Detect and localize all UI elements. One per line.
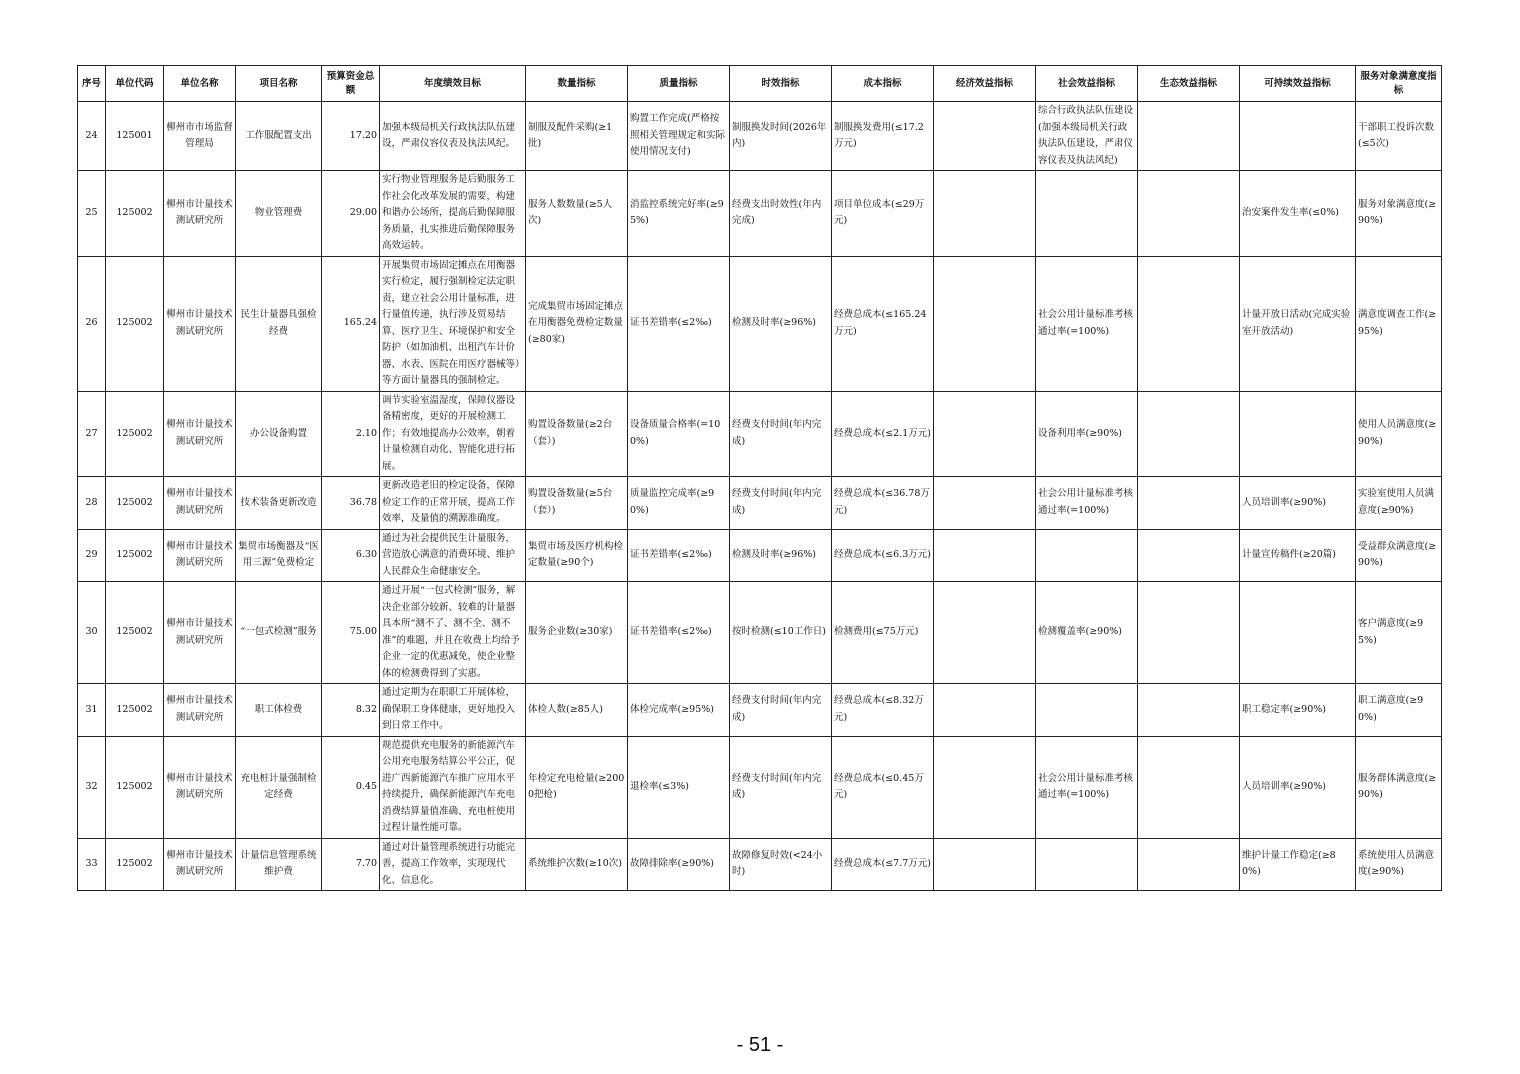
table-row bbox=[78, 529, 1442, 582]
annual-goal-cell: 规范提供充电服务的新能源汽车公用充电服务结算公平公正，促进广西新能源汽车推广应用水平持续提升，确保新能源汽车充电消费结算量值准确、充电桩使用过程计量性能可靠。 bbox=[380, 736, 526, 838]
cost-indicator-cell: 经费总成本(≤7.7万元) bbox=[832, 838, 934, 891]
project-name-cell: 技术装备更新改造 bbox=[236, 477, 322, 530]
project-name-cell: 工作服配置支出 bbox=[236, 102, 322, 171]
sustainable-benefit-cell: 职工稳定率(≥90%) bbox=[1240, 684, 1356, 737]
social-benefit-cell: 检测覆盖率(≥90%) bbox=[1036, 582, 1138, 684]
column-header: 预算资金总额 bbox=[322, 66, 380, 102]
unit-name-cell: 柳州市市场监督管理局 bbox=[164, 102, 236, 171]
satisfaction-indicator-cell: 实验室使用人员满意度(≥90%) bbox=[1356, 477, 1442, 530]
unit-name-cell: 柳州市计量技术测试研究所 bbox=[164, 736, 236, 838]
satisfaction-indicator-cell: 干部职工投诉次数(≤5次) bbox=[1356, 102, 1442, 171]
sustainable-benefit-cell: 计量开放日活动(完成实验室开放活动) bbox=[1240, 256, 1356, 391]
column-header: 单位名称 bbox=[164, 66, 236, 102]
quantity-indicator-cell: 年检定充电枪量(≥2000把枪) bbox=[526, 736, 628, 838]
satisfaction-indicator-cell: 系统使用人员满意度(≥90%) bbox=[1356, 838, 1442, 891]
budget-amount-cell: 36.78 bbox=[322, 477, 380, 530]
column-header: 生态效益指标 bbox=[1138, 66, 1240, 102]
ecological-benefit-cell bbox=[1138, 529, 1240, 582]
row-number-cell: 27 bbox=[78, 391, 106, 477]
ecological-benefit-cell bbox=[1138, 102, 1240, 171]
column-header: 项目名称 bbox=[236, 66, 322, 102]
satisfaction-indicator-cell: 客户满意度(≥95%) bbox=[1356, 582, 1442, 684]
table-row bbox=[78, 102, 1442, 171]
sustainable-benefit-cell: 治安案件发生率(≤0%) bbox=[1240, 171, 1356, 257]
timeliness-indicator-cell: 经费支付时间(年内完成) bbox=[730, 736, 832, 838]
budget-amount-cell: 8.32 bbox=[322, 684, 380, 737]
economic-benefit-cell bbox=[934, 391, 1036, 477]
quantity-indicator-cell: 完成集贸市场固定摊点在用衡器免费检定数量(≥80家) bbox=[526, 256, 628, 391]
timeliness-indicator-cell: 经费支付时间(年内完成) bbox=[730, 391, 832, 477]
ecological-benefit-cell bbox=[1138, 477, 1240, 530]
quantity-indicator-cell: 制服及配件采购(≥1批) bbox=[526, 102, 628, 171]
annual-goal-cell: 实行物业管理服务是后勤服务工作社会化改革发展的需要，构建和谐办公场所，提高后勤保障服务质量，扎实推进后勤保障服务高效运转。 bbox=[380, 171, 526, 257]
table-row bbox=[78, 736, 1442, 838]
unit-code-cell: 125001 bbox=[106, 102, 164, 171]
annual-goal-cell: 更新改造老旧的检定设备，保障检定工作的正常开展，提高工作效率，及量值的溯源准确度。 bbox=[380, 477, 526, 530]
annual-goal-cell: 加强本级局机关行政执法队伍建设，严肃仪容仪表及执法风纪。 bbox=[380, 102, 526, 171]
row-number-cell: 24 bbox=[78, 102, 106, 171]
row-number-cell: 32 bbox=[78, 736, 106, 838]
unit-name-cell: 柳州市计量技术测试研究所 bbox=[164, 477, 236, 530]
timeliness-indicator-cell: 经费支付时间(年内完成) bbox=[730, 477, 832, 530]
timeliness-indicator-cell: 故障修复时效(<24小时) bbox=[730, 838, 832, 891]
unit-name-cell: 柳州市计量技术测试研究所 bbox=[164, 582, 236, 684]
row-number-cell: 33 bbox=[78, 838, 106, 891]
satisfaction-indicator-cell: 服务群体满意度(≥90%) bbox=[1356, 736, 1442, 838]
unit-code-cell: 125002 bbox=[106, 171, 164, 257]
project-name-cell: 集贸市场衡器及“医用三源”免费检定 bbox=[236, 529, 322, 582]
timeliness-indicator-cell: 制服换发时间(2026年内) bbox=[730, 102, 832, 171]
social-benefit-cell: 设备利用率(≥90%) bbox=[1036, 391, 1138, 477]
table-header bbox=[78, 66, 1442, 102]
quantity-indicator-cell: 系统维护次数(≥10次) bbox=[526, 838, 628, 891]
column-header: 服务对象满意度指标 bbox=[1356, 66, 1442, 102]
cost-indicator-cell: 经费总成本(≤0.45万元) bbox=[832, 736, 934, 838]
sustainable-benefit-cell: 人员培训率(≥90%) bbox=[1240, 736, 1356, 838]
unit-code-cell: 125002 bbox=[106, 582, 164, 684]
sustainable-benefit-cell: 计量宣传稿件(≥20篇) bbox=[1240, 529, 1356, 582]
table-row bbox=[78, 477, 1442, 530]
quantity-indicator-cell: 购置设备数量(≥5台（套）) bbox=[526, 477, 628, 530]
ecological-benefit-cell bbox=[1138, 256, 1240, 391]
table-row bbox=[78, 684, 1442, 737]
economic-benefit-cell bbox=[934, 171, 1036, 257]
quality-indicator-cell: 消监控系统完好率(≥95%) bbox=[628, 171, 730, 257]
social-benefit-cell: 社会公用计量标准考核通过率(=100%) bbox=[1036, 477, 1138, 530]
budget-amount-cell: 0.45 bbox=[322, 736, 380, 838]
budget-amount-cell: 29.00 bbox=[322, 171, 380, 257]
performance-table bbox=[77, 65, 1442, 891]
project-name-cell: 职工体检费 bbox=[236, 684, 322, 737]
quality-indicator-cell: 购置工作完成(严格按照相关管理规定和实际使用情况支付) bbox=[628, 102, 730, 171]
social-benefit-cell bbox=[1036, 171, 1138, 257]
ecological-benefit-cell bbox=[1138, 582, 1240, 684]
row-number-cell: 26 bbox=[78, 256, 106, 391]
social-benefit-cell: 综合行政执法队伍建设(加强本级局机关行政执法队伍建设，严肃仪容仪表及执法风纪) bbox=[1036, 102, 1138, 171]
quality-indicator-cell: 故障排除率(≥90%) bbox=[628, 838, 730, 891]
ecological-benefit-cell bbox=[1138, 171, 1240, 257]
unit-code-cell: 125002 bbox=[106, 391, 164, 477]
sustainable-benefit-cell bbox=[1240, 582, 1356, 684]
annual-goal-cell: 通过为社会提供民生计量服务，营造放心满意的消费环境、维护人民群众生命健康安全。 bbox=[380, 529, 526, 582]
annual-goal-cell: 通过定期为在职职工开展体检，确保职工身体健康，更好地投入到日常工作中。 bbox=[380, 684, 526, 737]
row-number-cell: 29 bbox=[78, 529, 106, 582]
quantity-indicator-cell: 服务企业数(≥30家) bbox=[526, 582, 628, 684]
sustainable-benefit-cell: 人员培训率(≥90%) bbox=[1240, 477, 1356, 530]
timeliness-indicator-cell: 检测及时率(≥96%) bbox=[730, 529, 832, 582]
quality-indicator-cell: 证书差错率(≤2‰) bbox=[628, 582, 730, 684]
unit-name-cell: 柳州市计量技术测试研究所 bbox=[164, 529, 236, 582]
table-row bbox=[78, 391, 1442, 477]
table-row bbox=[78, 582, 1442, 684]
social-benefit-cell: 社会公用计量标准考核通过率(=100%) bbox=[1036, 256, 1138, 391]
cost-indicator-cell: 制服换发费用(≤17.2万元) bbox=[832, 102, 934, 171]
timeliness-indicator-cell: 检测及时率(≥96%) bbox=[730, 256, 832, 391]
satisfaction-indicator-cell: 使用人员满意度(≥90%) bbox=[1356, 391, 1442, 477]
cost-indicator-cell: 检测费用(≤75万元) bbox=[832, 582, 934, 684]
column-header: 成本指标 bbox=[832, 66, 934, 102]
project-name-cell: 民生计量器具强检经费 bbox=[236, 256, 322, 391]
project-name-cell: 办公设备购置 bbox=[236, 391, 322, 477]
economic-benefit-cell bbox=[934, 838, 1036, 891]
social-benefit-cell bbox=[1036, 684, 1138, 737]
quality-indicator-cell: 证书差错率(≤2‰) bbox=[628, 256, 730, 391]
annual-goal-cell: 通过对计量管理系统进行功能完善，提高工作效率，实现现代化、信息化。 bbox=[380, 838, 526, 891]
column-header: 经济效益指标 bbox=[934, 66, 1036, 102]
satisfaction-indicator-cell: 满意度调查工作(≥95%) bbox=[1356, 256, 1442, 391]
social-benefit-cell bbox=[1036, 529, 1138, 582]
project-name-cell: 物业管理费 bbox=[236, 171, 322, 257]
unit-name-cell: 柳州市计量技术测试研究所 bbox=[164, 256, 236, 391]
project-name-cell: 充电桩计量强制检定经费 bbox=[236, 736, 322, 838]
unit-code-cell: 125002 bbox=[106, 256, 164, 391]
economic-benefit-cell bbox=[934, 529, 1036, 582]
page-number: - 51 - bbox=[736, 1034, 784, 1056]
annual-goal-cell: 调节实验室温湿度，保障仪器设备精密度，更好的开展检测工作；有效地提高办公效率，朝着计量检测自动化、智能化进行拓展。 bbox=[380, 391, 526, 477]
economic-benefit-cell bbox=[934, 582, 1036, 684]
unit-name-cell: 柳州市计量技术测试研究所 bbox=[164, 838, 236, 891]
timeliness-indicator-cell: 经费支出时效性(年内完成) bbox=[730, 171, 832, 257]
ecological-benefit-cell bbox=[1138, 838, 1240, 891]
row-number-cell: 25 bbox=[78, 171, 106, 257]
quantity-indicator-cell: 体检人数(≥85人) bbox=[526, 684, 628, 737]
budget-amount-cell: 7.70 bbox=[322, 838, 380, 891]
unit-code-cell: 125002 bbox=[106, 529, 164, 582]
sustainable-benefit-cell: 维护计量工作稳定(≥80%) bbox=[1240, 838, 1356, 891]
cost-indicator-cell: 经费总成本(≤165.24万元) bbox=[832, 256, 934, 391]
sustainable-benefit-cell bbox=[1240, 102, 1356, 171]
row-number-cell: 28 bbox=[78, 477, 106, 530]
project-name-cell: 计量信息管理系统维护费 bbox=[236, 838, 322, 891]
sustainable-benefit-cell bbox=[1240, 391, 1356, 477]
ecological-benefit-cell bbox=[1138, 684, 1240, 737]
column-header: 单位代码 bbox=[106, 66, 164, 102]
economic-benefit-cell bbox=[934, 477, 1036, 530]
table-row bbox=[78, 838, 1442, 891]
column-header: 质量指标 bbox=[628, 66, 730, 102]
row-number-cell: 30 bbox=[78, 582, 106, 684]
satisfaction-indicator-cell: 受益群众满意度(≥90%) bbox=[1356, 529, 1442, 582]
table-body bbox=[78, 102, 1442, 891]
unit-code-cell: 125002 bbox=[106, 838, 164, 891]
timeliness-indicator-cell: 按时检测(≤10工作日) bbox=[730, 582, 832, 684]
row-number-cell: 31 bbox=[78, 684, 106, 737]
quantity-indicator-cell: 集贸市场及医疗机构检定数量(≥90个) bbox=[526, 529, 628, 582]
budget-amount-cell: 165.24 bbox=[322, 256, 380, 391]
table-row bbox=[78, 256, 1442, 391]
header-row bbox=[78, 66, 1442, 102]
satisfaction-indicator-cell: 职工满意度(≥90%) bbox=[1356, 684, 1442, 737]
quality-indicator-cell: 设备质量合格率(=100%) bbox=[628, 391, 730, 477]
column-header: 社会效益指标 bbox=[1036, 66, 1138, 102]
budget-amount-cell: 17.20 bbox=[322, 102, 380, 171]
budget-amount-cell: 75.00 bbox=[322, 582, 380, 684]
unit-name-cell: 柳州市计量技术测试研究所 bbox=[164, 684, 236, 737]
annual-goal-cell: 通过开展“一包式检测”服务，解决企业部分较新、较难的计量器具本所“测不了、测不全、测不准”的难题，并且在收费上均给予企业一定的优惠减免，使企业整体的检测费得到了实惠。 bbox=[380, 582, 526, 684]
cost-indicator-cell: 经费总成本(≤2.1万元) bbox=[832, 391, 934, 477]
economic-benefit-cell bbox=[934, 256, 1036, 391]
economic-benefit-cell bbox=[934, 102, 1036, 171]
quality-indicator-cell: 体检完成率(≥95%) bbox=[628, 684, 730, 737]
annual-goal-cell: 开展集贸市场固定摊点在用衡器实行检定，履行强制检定法定职责，建立社会公用计量标准，进行量值传递，执行涉及贸易结算、医疗卫生、环境保护和安全防护（如加油机、出租汽车计价器、水表、医院在用医疗器械等）等方面计量器具的强制检定。 bbox=[380, 256, 526, 391]
economic-benefit-cell bbox=[934, 736, 1036, 838]
cost-indicator-cell: 经费总成本(≤36.78万元) bbox=[832, 477, 934, 530]
unit-code-cell: 125002 bbox=[106, 684, 164, 737]
unit-code-cell: 125002 bbox=[106, 477, 164, 530]
column-header: 序号 bbox=[78, 66, 106, 102]
unit-name-cell: 柳州市计量技术测试研究所 bbox=[164, 171, 236, 257]
quality-indicator-cell: 证书差错率(≤2‰) bbox=[628, 529, 730, 582]
cost-indicator-cell: 经费总成本(≤8.32万元) bbox=[832, 684, 934, 737]
satisfaction-indicator-cell: 服务对象满意度(≥90%) bbox=[1356, 171, 1442, 257]
budget-amount-cell: 2.10 bbox=[322, 391, 380, 477]
economic-benefit-cell bbox=[934, 684, 1036, 737]
column-header: 年度绩效目标 bbox=[380, 66, 526, 102]
social-benefit-cell: 社会公用计量标准考核通过率(=100%) bbox=[1036, 736, 1138, 838]
table-row bbox=[78, 171, 1442, 257]
ecological-benefit-cell bbox=[1138, 391, 1240, 477]
quantity-indicator-cell: 购置设备数量(≥2台（套）) bbox=[526, 391, 628, 477]
quality-indicator-cell: 退检率(≤3%) bbox=[628, 736, 730, 838]
column-header: 时效指标 bbox=[730, 66, 832, 102]
quality-indicator-cell: 质量监控完成率(≥90%) bbox=[628, 477, 730, 530]
cost-indicator-cell: 经费总成本(≤6.3万元) bbox=[832, 529, 934, 582]
social-benefit-cell bbox=[1036, 838, 1138, 891]
ecological-benefit-cell bbox=[1138, 736, 1240, 838]
unit-code-cell: 125002 bbox=[106, 736, 164, 838]
quantity-indicator-cell: 服务人数数量(≥5人次) bbox=[526, 171, 628, 257]
column-header: 可持续效益指标 bbox=[1240, 66, 1356, 102]
unit-name-cell: 柳州市计量技术测试研究所 bbox=[164, 391, 236, 477]
budget-amount-cell: 6.30 bbox=[322, 529, 380, 582]
timeliness-indicator-cell: 经费支付时间(年内完成) bbox=[730, 684, 832, 737]
project-name-cell: “一包式检测”服务 bbox=[236, 582, 322, 684]
cost-indicator-cell: 项目单位成本(≤29万元) bbox=[832, 171, 934, 257]
column-header: 数量指标 bbox=[526, 66, 628, 102]
